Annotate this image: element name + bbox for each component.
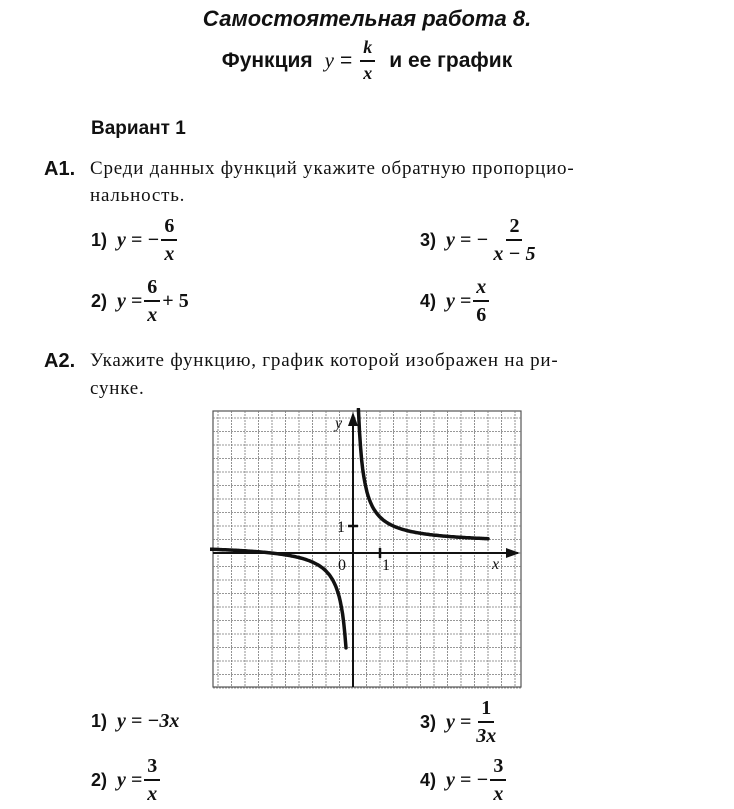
option-number: 3) bbox=[420, 711, 437, 732]
y-unit-label: 1 bbox=[337, 519, 345, 536]
variant-label: Вариант 1 bbox=[91, 118, 186, 139]
x-axis-label: x bbox=[492, 556, 500, 573]
graph-grid bbox=[213, 411, 521, 688]
task2-option-4[interactable] bbox=[420, 755, 508, 805]
task1-option-1[interactable] bbox=[91, 215, 179, 265]
x-unit-label: 1 bbox=[382, 557, 390, 574]
option-number: 2) bbox=[91, 769, 108, 790]
task2-option-3[interactable] bbox=[420, 697, 501, 747]
task2-line1: Укажите функцию, график которой изображен на ри- bbox=[90, 350, 559, 371]
task1-option-4[interactable] bbox=[420, 276, 491, 326]
option-tail: + 5 bbox=[162, 289, 189, 312]
option-lhs: y = bbox=[446, 710, 472, 733]
option-number: 4) bbox=[420, 769, 437, 790]
option-lhs: y = − bbox=[117, 228, 160, 251]
option-denominator: 6 bbox=[476, 304, 487, 326]
option-lhs: y = bbox=[446, 289, 472, 312]
origin-label: 0 bbox=[338, 557, 346, 574]
task2-label: А2. bbox=[44, 350, 76, 372]
task1-line1: Среди данных функций укажите обратную пропорцио- bbox=[90, 158, 575, 179]
topic-numerator: k bbox=[360, 38, 375, 62]
option-numerator: 3 bbox=[144, 755, 160, 781]
task2-option-1[interactable] bbox=[91, 710, 179, 733]
option-lhs: y = − bbox=[446, 768, 489, 791]
option-numerator: 6 bbox=[161, 215, 177, 241]
option-numerator: 6 bbox=[144, 276, 160, 302]
option-denominator: 3x bbox=[476, 725, 497, 747]
option-number: 3) bbox=[420, 229, 437, 250]
topic-eq: = bbox=[339, 48, 353, 72]
option-number: 4) bbox=[420, 290, 437, 311]
function-graph bbox=[210, 408, 524, 690]
x-axis-arrow bbox=[506, 548, 520, 558]
topic-suffix: и ее график bbox=[389, 48, 513, 72]
task1-option-3[interactable] bbox=[420, 215, 541, 265]
option-lhs: y = bbox=[117, 768, 143, 791]
task1-option-2[interactable] bbox=[91, 276, 189, 326]
option-denominator: x bbox=[147, 304, 158, 326]
worksheet-topic bbox=[0, 38, 734, 84]
option-denominator: x bbox=[493, 783, 504, 805]
task2-line2: сунке. bbox=[90, 378, 145, 399]
option-number: 1) bbox=[91, 229, 108, 250]
task1-line2: нальность. bbox=[90, 185, 186, 206]
option-numerator: x bbox=[473, 276, 489, 302]
option-denominator: x bbox=[164, 243, 175, 265]
option-lhs: y = − bbox=[446, 228, 489, 251]
option-denominator: x − 5 bbox=[493, 243, 536, 265]
topic-y: y bbox=[324, 48, 334, 73]
topic-fraction bbox=[360, 38, 375, 84]
option-numerator: 1 bbox=[478, 697, 494, 723]
option-number: 2) bbox=[91, 290, 108, 311]
y-axis-label: y bbox=[335, 415, 343, 432]
option-lhs: y = bbox=[117, 289, 143, 312]
task1-label: А1. bbox=[44, 158, 76, 180]
worksheet-title: Самостоятельная работа 8. bbox=[202, 6, 532, 31]
option-numerator: 3 bbox=[490, 755, 506, 781]
topic-denominator: x bbox=[363, 62, 373, 83]
option-number: 1) bbox=[91, 711, 108, 731]
y-axis-arrow bbox=[348, 412, 358, 426]
hyperbola-right-branch bbox=[358, 409, 488, 539]
option-lhs: y = −3x bbox=[117, 710, 180, 732]
task2-option-2[interactable] bbox=[91, 755, 162, 805]
option-numerator: 2 bbox=[506, 215, 522, 241]
option-denominator: x bbox=[147, 783, 158, 805]
topic-prefix: Функция bbox=[221, 48, 313, 72]
